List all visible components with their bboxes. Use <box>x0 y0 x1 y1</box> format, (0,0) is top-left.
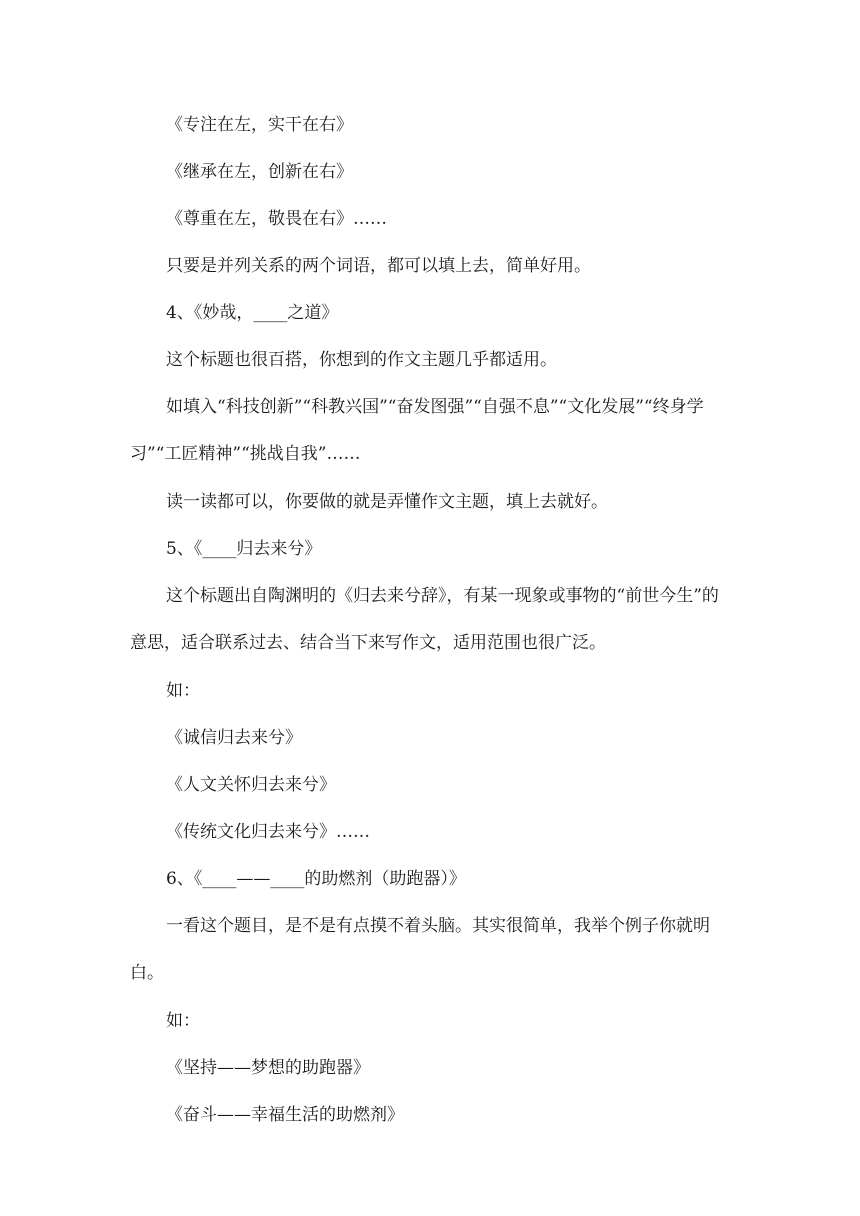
paragraph: 如填入“科技创新”“科教兴国”“奋发图强”“自强不息”“文化发展”“终身学习”“工匠精神”“挑战自我”…… <box>130 397 704 464</box>
paragraph: 一看这个题目，是不是有点摸不着头脑。其实很简单，我举个例子你就明白。 <box>130 916 710 983</box>
paragraph: 《奋斗——幸福生活的助燃剂》 <box>166 1105 404 1125</box>
paragraph: 只要是并列关系的两个词语，都可以填上去，简单好用。 <box>166 256 591 276</box>
section-heading: 5、《____归去来兮》 <box>166 539 322 559</box>
section-heading: 4、《妙哉，____之道》 <box>166 303 339 323</box>
paragraph: 读一读都可以，你要做的就是弄懂作文主题，填上去就好。 <box>166 492 608 512</box>
paragraph: 《传统文化归去来兮》…… <box>166 822 370 842</box>
paragraph: 《坚持——梦想的助跑器》 <box>166 1058 370 1078</box>
paragraph: 《人文关怀归去来兮》 <box>166 775 336 795</box>
paragraph: 这个标题也很百搭，你想到的作文主题几乎都适用。 <box>166 350 557 370</box>
paragraph: 如： <box>166 681 200 701</box>
paragraph: 《继承在左，创新在右》 <box>166 162 353 182</box>
paragraph: 《专注在左，实干在右》 <box>166 115 353 135</box>
section-heading: 6、《____——____的助燃剂（助跑器）》 <box>166 869 466 889</box>
paragraph: 如： <box>166 1011 200 1031</box>
paragraph: 《诚信归去来兮》 <box>166 728 302 748</box>
paragraph: 这个标题出自陶渊明的《归去来兮辞》，有某一现象或事物的“前世今生”的意思，适合联系过去、结合当下来写作文，适用范围也很广泛。 <box>130 586 719 653</box>
paragraph: 《尊重在左，敬畏在右》…… <box>166 209 387 229</box>
